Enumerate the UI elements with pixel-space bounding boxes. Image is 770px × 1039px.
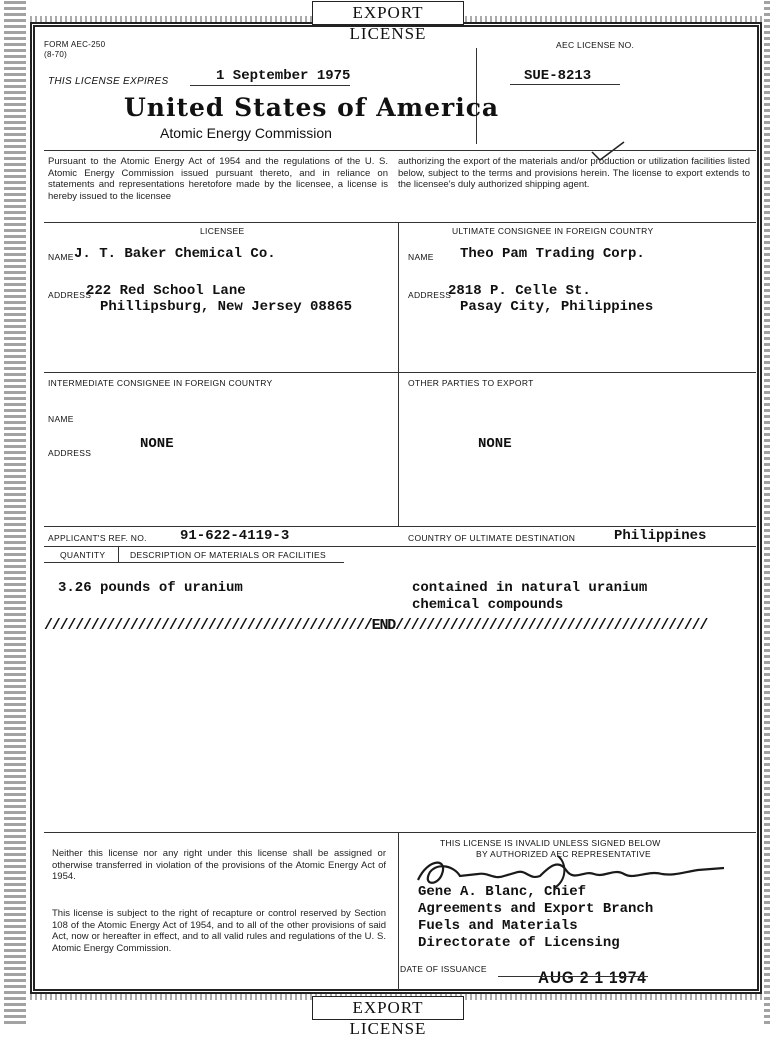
materials-header-top-rule <box>44 546 756 547</box>
description-label: DESCRIPTION OF MATERIALS OR FACILITIES <box>130 550 326 560</box>
terms-paragraph-2: This license is subject to the right of recapture or control reserved by Section 108 of the Atomic Energy Act of 1954, and to all of the other provisions of said Act, now or hereafter in effect, and to all valid rules and regulations of the U. S. Atomic Energy Commission. <box>52 908 386 954</box>
form-number: FORM AEC-250 <box>44 40 106 49</box>
signer-title-line4: Directorate of Licensing <box>418 935 620 951</box>
date-of-issuance-stamp: AUG 2 1 1974 <box>538 968 647 987</box>
ultimate-consignee-address-line1: 2818 P. Celle St. <box>448 283 591 299</box>
export-license-banner-top: EXPORT LICENSE <box>312 1 464 25</box>
ultimate-consignee-address-label: ADDRESS <box>408 290 452 300</box>
material-description-line2: chemical compounds <box>412 597 564 613</box>
preamble-top-rule <box>44 150 756 151</box>
materials-header-bottom-rule <box>44 562 344 563</box>
other-parties-value: NONE <box>478 436 512 452</box>
reference-top-rule <box>44 526 756 527</box>
ultimate-consignee-name: Theo Pam Trading Corp. <box>460 246 645 262</box>
invalid-notice-line2: BY AUTHORIZED AEC REPRESENTATIVE <box>476 849 651 859</box>
applicant-ref: 91-622-4119-3 <box>180 528 290 544</box>
export-license-banner-bottom: EXPORT LICENSE <box>312 996 464 1020</box>
end-slashes-left: ////////////////////////////////////////// <box>44 617 372 634</box>
licensee-section-label: LICENSEE <box>200 226 245 236</box>
end-slashes-right: //////////////////////////////////////// <box>395 617 708 634</box>
licensee-address-label: ADDRESS <box>48 290 92 300</box>
quantity-divider <box>118 546 119 562</box>
ultimate-consignee-section-label: ULTIMATE CONSIGNEE IN FOREIGN COUNTRY <box>452 226 654 236</box>
license-no: SUE-8213 <box>524 68 592 84</box>
invalid-notice-line1: THIS LICENSE IS INVALID UNLESS SIGNED BELOW <box>440 838 661 848</box>
terms-paragraph-1: Neither this license nor any right under this license shall be assigned or otherwise transferred in violation of the provisions of the Atomic Energy Act of 1954. <box>52 848 386 882</box>
ultimate-consignee-address-line2: Pasay City, Philippines <box>460 299 654 315</box>
signer-name: Gene A. Blanc, Chief <box>418 884 587 900</box>
signer-title-line2: Agreements and Export Branch <box>418 901 654 917</box>
license-no-underline <box>510 84 620 85</box>
expires-label: THIS LICENSE EXPIRES <box>48 76 169 87</box>
signer-title-line3: Fuels and Materials <box>418 918 578 934</box>
other-parties-section-label: OTHER PARTIES TO EXPORT <box>408 378 534 388</box>
license-no-label: AEC LICENSE NO. <box>556 40 635 50</box>
page-title: United States of America <box>124 93 500 122</box>
terms-top-rule <box>44 832 756 833</box>
intermediate-consignee-value: NONE <box>140 436 174 452</box>
destination: Philippines <box>614 528 707 544</box>
licensee-top-rule <box>44 222 756 223</box>
preamble-left: Pursuant to the Atomic Energy Act of 1954 and the regulations of the U. S. Atomic Energy Commission issued pursuant thereto, and in reliance on statements and representations heretofore made by the licensee, a license is hereby issued to the licensee <box>48 156 388 202</box>
destination-label: COUNTRY OF ULTIMATE DESTINATION <box>408 533 576 543</box>
licensee-name-label: NAME <box>48 252 74 262</box>
date-of-issuance-label: DATE OF ISSUANCE <box>400 964 487 974</box>
form-revision: (8-70) <box>44 50 68 59</box>
left-border-decoration <box>4 0 26 1024</box>
end-marker: END <box>371 617 396 634</box>
intermediate-top-rule <box>44 372 756 373</box>
licensee-divider <box>398 222 399 372</box>
end-of-list-line <box>44 617 754 634</box>
licensee-name: J. T. Baker Chemical Co. <box>74 246 276 262</box>
expires-value: 1 September 1975 <box>216 68 351 84</box>
quantity-label: QUANTITY <box>60 550 106 560</box>
terms-divider <box>398 832 399 990</box>
licensee-address-line1: 222 Red School Lane <box>86 283 246 299</box>
page-subtitle: Atomic Energy Commission <box>160 125 332 141</box>
applicant-ref-label: APPLICANT'S REF. NO. <box>48 533 147 543</box>
intermediate-address-label: ADDRESS <box>48 448 92 458</box>
intermediate-name-label: NAME <box>48 414 74 424</box>
intermediate-consignee-section-label: INTERMEDIATE CONSIGNEE IN FOREIGN COUNTRY <box>48 378 273 388</box>
ultimate-consignee-name-label: NAME <box>408 252 434 262</box>
right-border-decoration <box>764 0 770 1024</box>
preamble-right: authorizing the export of the materials and/or production or utilization facilities listed below, subject to the terms and provisions herein. The license to export extends to the licensee's duly authorized shipping agent. <box>398 156 750 190</box>
material-quantity-text: 3.26 pounds of uranium <box>58 580 243 596</box>
intermediate-divider <box>398 372 399 526</box>
material-description-line1: contained in natural uranium <box>412 580 648 596</box>
licensee-address-line2: Phillipsburg, New Jersey 08865 <box>100 299 353 315</box>
expires-underline <box>190 85 350 86</box>
date-underline <box>498 976 648 977</box>
